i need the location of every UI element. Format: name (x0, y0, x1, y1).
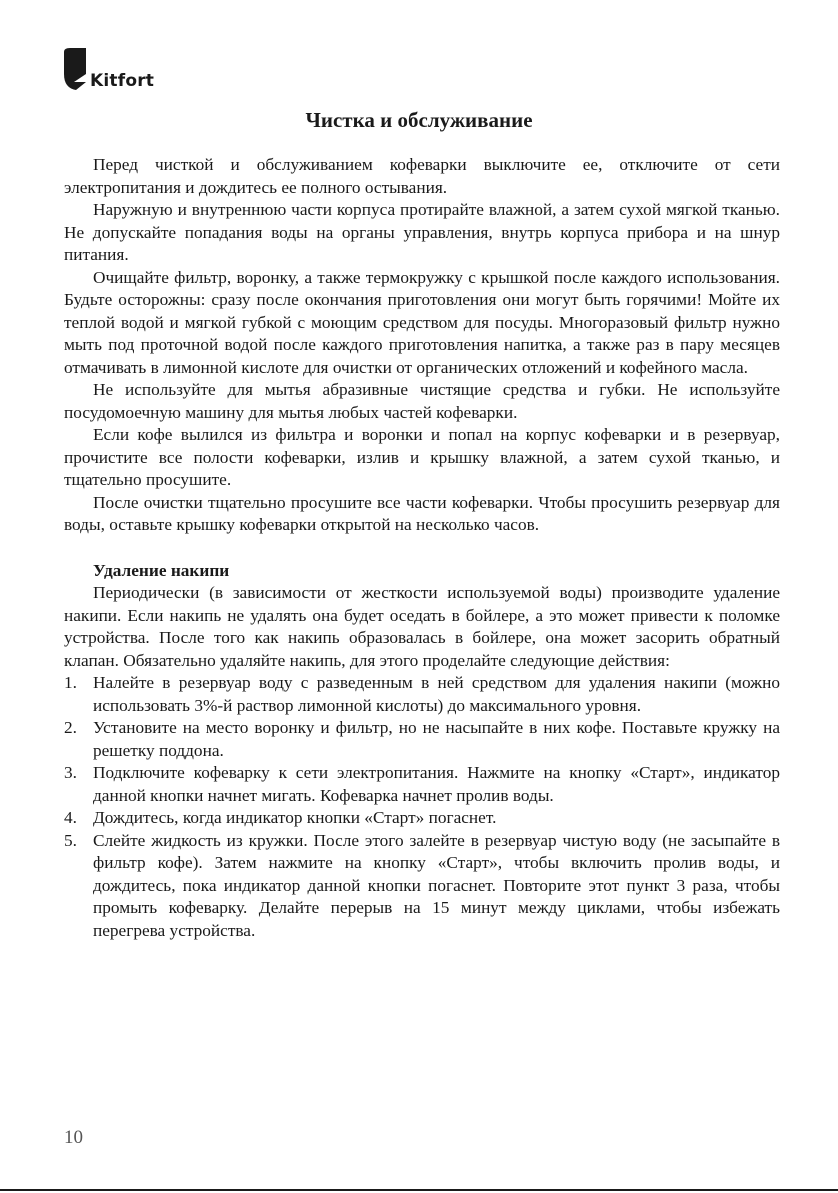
step-text: Налейте в резервуар воду с разведенным в ней средством для удаления накипи (можно использовать 3%-й раствор лимонной кислоты) до максимального уровня. (93, 673, 780, 715)
step-text: Установите на место воронку и фильтр, но не насыпайте в них кофе. Поставьте кружку на решетку поддона. (93, 718, 780, 760)
step-number: 5. (64, 830, 77, 850)
page-title: Чистка и обслуживание (305, 108, 533, 132)
list-item (64, 830, 780, 943)
bottom-divider (0, 1189, 838, 1191)
page-number: 10 (64, 1127, 83, 1148)
step-number: 3. (64, 763, 77, 782)
list-item (64, 717, 780, 762)
brand-name: Kitfort (90, 71, 155, 91)
main-content (64, 154, 780, 942)
kitfort-logo-icon (64, 48, 88, 92)
step-number: 2. (64, 718, 77, 737)
paragraph: После очистки тщательно просушите все части кофеварки. Чтобы просушить резервуар для воды, оставьте крышку кофеварки открытой на несколько часов. (64, 492, 780, 534)
step-text: Дождитесь, когда индикатор кнопки «Старт» погаснет. (93, 808, 497, 827)
paragraph: Очищайте фильтр, воронку, а также термокружку с крышкой после каждого использования. Будьте осторожны: сразу после окончания приготовления они могут быть горячими! Мойте их теплой водой и мягкой губкой с моющим средством для посуды. Многоразовый фильтр нужно мыть под проточной водой после каждого приготовления напитка, а также раз в пару месяцев отмачивать в лимонной кислоте для очистки от органических отложений и кофейного масла. (64, 267, 780, 377)
brand-logo (64, 48, 154, 92)
list-item (64, 762, 780, 807)
step-text: Подключите кофеварку к сети электропитания. Нажмите на кнопку «Старт», индикатор данной кнопки начнет мигать. Кофеварка начнет пролив воды. (93, 763, 780, 805)
paragraph: Перед чисткой и обслуживанием кофеварки выключите ее, отключите от сети электропитания и дождитесь ее полного остывания. (64, 155, 780, 197)
paragraph: Если кофе вылился из фильтра и воронки и попал на корпус кофеварки и в резервуар, прочистите все полости кофеварки, излив и крышку влажной, а затем сухой тканью, и тщательно просушите. (64, 425, 780, 489)
list-item (64, 807, 780, 830)
paragraph: Не используйте для мытья абразивные чистящие средства и губки. Не используйте посудомоечную машину для мытья любых частей кофеварки. (64, 380, 780, 422)
paragraph: Наружную и внутреннюю части корпуса протирайте влажной, а затем сухой мягкой тканью. Не допускайте попадания воды на органы управления, внутрь корпуса прибора и на шнур питания. (64, 200, 780, 264)
step-text: Слейте жидкость из кружки. После этого залейте в резервуар чистую воду (не засыпайте в фильтр кофе). Затем нажмите на кнопку «Старт», чтобы включить пролив воды, и дождитесь, пока индикатор данной кнопки погаснет. Повторите этот пункт 3 раза, чтобы промыть кофеварку. Делайте перерыв на 15 минут между циклами, чтобы избежать перегрева устройства. (93, 830, 780, 940)
list-item (64, 672, 780, 717)
section-title: Удаление накипи (93, 560, 230, 580)
descaling-steps (64, 672, 780, 942)
step-number: 4. (64, 808, 77, 827)
step-number: 1. (64, 673, 77, 692)
section-intro: Периодически (в зависимости от жесткости используемой воды) производите удаление накипи. Если накипь не удалять она будет оседать в бойлере, а это может привести к поломке устройства. После того как накипь образовалась в бойлере, она может засорить обратный клапан. Обязательно удаляйте накипь, для этого проделайте следующие действия: (64, 583, 780, 670)
